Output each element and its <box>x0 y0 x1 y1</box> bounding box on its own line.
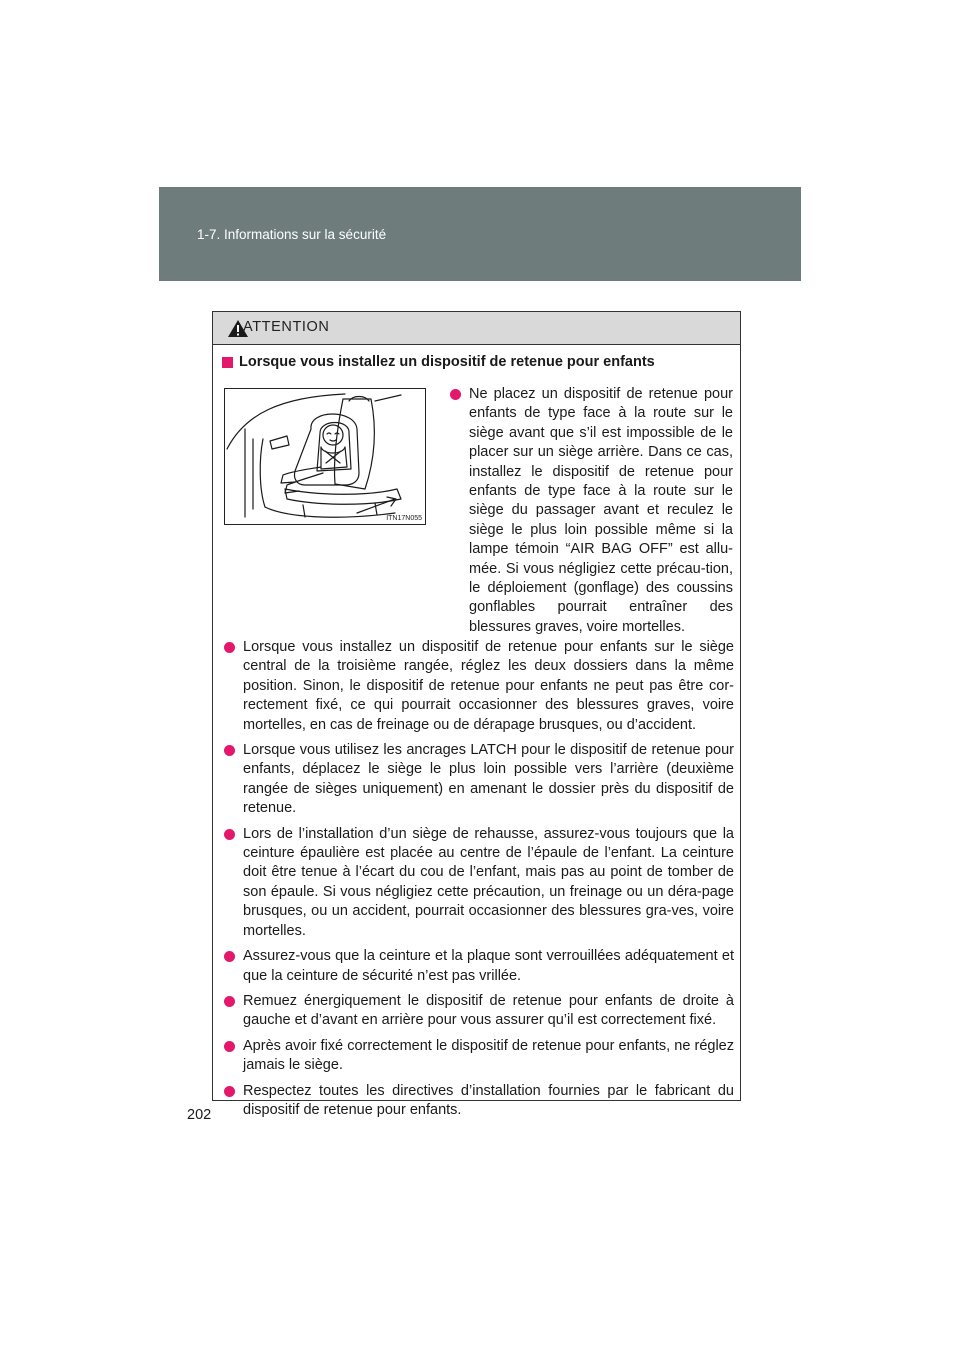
list-item <box>222 741 734 819</box>
list-item <box>222 947 734 986</box>
warning-subheading <box>222 354 655 370</box>
list-item <box>222 1082 734 1121</box>
section-header-band <box>159 187 801 281</box>
figure-code: ITN17N055 <box>386 515 422 522</box>
section-title: 1-7. Informations sur la sécurité <box>197 227 387 242</box>
list-item <box>222 992 734 1031</box>
bullet-text: Remuez énergiquement le dispositif de retenue pour enfants de droite à gauche et d’avant en arrière pour vous assurer qu’il est correctement fixé. <box>243 992 734 1029</box>
bullet-list <box>222 638 734 1126</box>
warning-header <box>213 312 740 345</box>
warning-box <box>212 311 741 1118</box>
circle-bullet-icon <box>224 996 235 1007</box>
list-item <box>222 1037 734 1076</box>
square-bullet-icon <box>222 357 233 368</box>
bullet-text: Après avoir fixé correctement le dispositif de retenue pour enfants, ne réglez jamais le siège. <box>243 1037 734 1074</box>
circle-bullet-icon <box>224 1086 235 1097</box>
circle-bullet-icon <box>224 951 235 962</box>
circle-bullet-icon <box>450 389 461 400</box>
bullet-text: Lorsque vous utilisez les ancrages LATCH pour le dispositif de retenue pour enfants, déplacez le siège le plus loin possible vers l’arrière (deuxième rangée de sièges uniquement) en amenant le dossier près du dispositif de retenue. <box>243 742 734 817</box>
list-item <box>222 825 734 941</box>
circle-bullet-icon <box>224 642 235 653</box>
list-item <box>448 385 733 637</box>
circle-bullet-icon <box>224 745 235 756</box>
car-seat-drawing <box>225 389 425 524</box>
bullet-text: Respectez toutes les directives d’installation fournies par le fabricant du dispositif de retenue pour enfants. <box>243 1082 734 1118</box>
list-item <box>222 638 734 735</box>
bullet-text: Ne placez un dispositif de retenue pour enfants de type face à la route sur le siège avant que s’il est impossible de le placer sur un siège arrière. Dans ce cas, installez le dispositif de retenue pour enfants de type face à la route sur le siège du passager avant et reculez le siège le plus loin possible même si la lampe témoin “AIR BAG OFF” est allu-mée. Si vous négligiez cette précau-tion, le déploiement (gonflage) des coussins gonflables pourrait entraîner des blessures graves, voire mortelles. <box>469 386 733 635</box>
warning-title: ATTENTION <box>243 319 330 335</box>
child-seat-illustration <box>224 388 426 525</box>
side-bullet-block <box>448 385 733 643</box>
page-number: 202 <box>187 1107 212 1123</box>
bullet-text: Assurez-vous que la ceinture et la plaque sont verrouillées adéquatement et que la ceinture de sécurité n’est pas vrillée. <box>243 948 734 984</box>
bullet-text: Lorsque vous installez un dispositif de retenue pour enfants sur le siège central de la troisième rangée, réglez les deux dossiers dans la même position. Sinon, le dispositif de retenue pour enfants ne peut pas être cor-rectement fixé, ce qui pourrait occasionner des blessures graves, voire mortelles, en cas de freinage ou de dérapage brusques, ou d’accident. <box>243 639 734 733</box>
circle-bullet-icon <box>224 1041 235 1052</box>
bullet-text: Lors de l’installation d’un siège de rehausse, assurez-vous toujours que la ceinture épaulière est placée au centre de l’épaule de l’enfant. La ceinture doit être tenue à l’écart du cou de l’enfant, mais pas au point de tomber de son épaule. Si vous négligiez cette précaution, un freinage ou un déra-page brusques, ou un accident, pourrait occasionner des blessures gra-ves, voire mortelles. <box>243 825 734 939</box>
circle-bullet-icon <box>224 829 235 840</box>
warning-subheading-text: Lorsque vous installez un dispositif de retenue pour enfants <box>239 354 655 370</box>
